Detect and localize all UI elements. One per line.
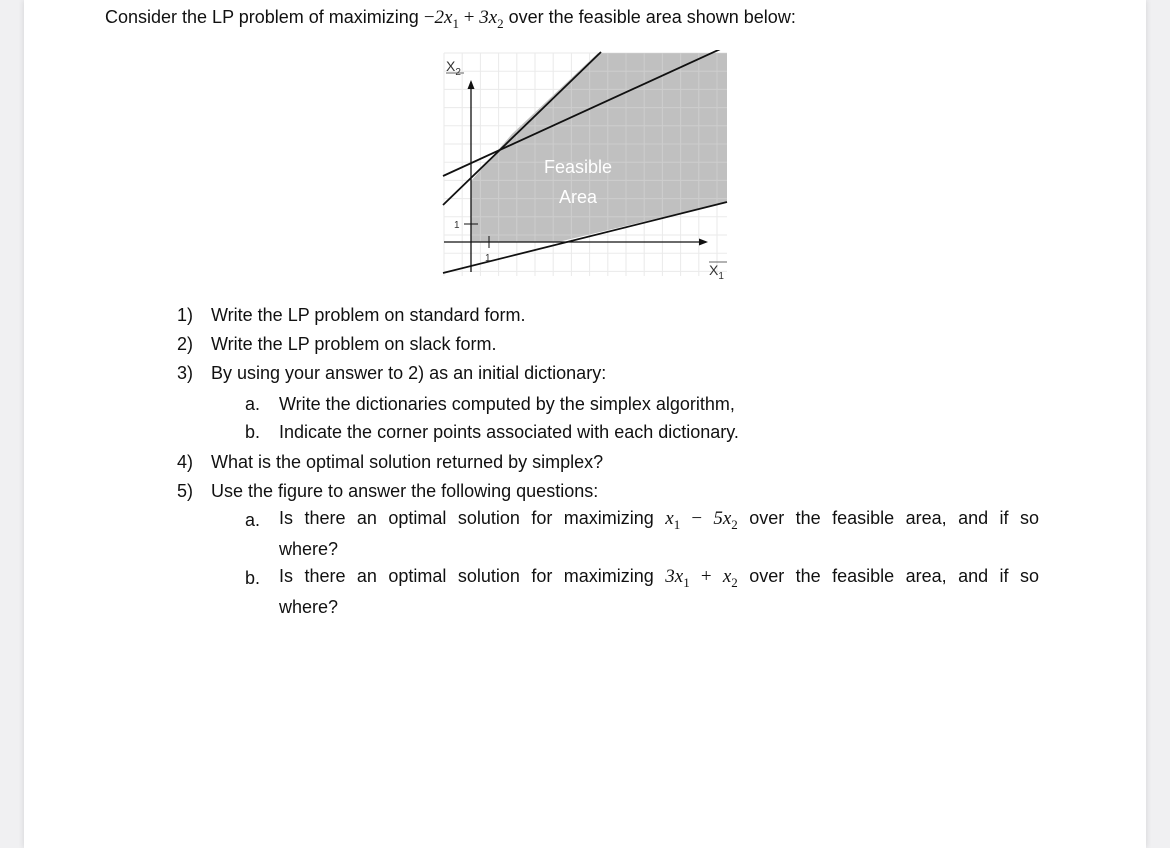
question-list: 1) Write the LP problem on standard form. 2) Write the LP problem on slack form. 3) By using your answer to 2) as an initial dictionary: a. Write the dictionaries computed by the simplex algorithm, b. Indicate the corner points associated with each dictionary. 4) What is the optimal solution returned by simplex? 5) Use the figure to answer the following questions: a. Is there an optimal solution for maximizing $x_1 - 5x_2$ over the feasible area, and if so where? b. Is there an optimal solution for maximizing $3x_1 + x_2$ over the feasible area, and if so where? bbox=[176, 305, 1040, 617]
x1-axis-label: $X_1$ bbox=[709, 262, 724, 282]
objective-function: $-2x_1 + 3x_2$ bbox=[423, 7, 504, 31]
x-tick-label: 1 bbox=[485, 253, 491, 264]
intro-text-before: Consider the LP problem of maximizing bbox=[105, 7, 424, 27]
x2-axis-label: $X_2$ bbox=[446, 58, 461, 78]
objective-5a: $x_1 - 5x_2$ bbox=[665, 508, 738, 532]
objective-5b: $3x_1 + x_2$ bbox=[665, 566, 738, 590]
region-label-feasible: Feasible bbox=[543, 157, 613, 177]
intro-text-after: over the feasible area shown below: bbox=[503, 7, 796, 27]
y-tick-label: 1 bbox=[454, 220, 460, 231]
region-label-area: Area bbox=[558, 187, 598, 207]
